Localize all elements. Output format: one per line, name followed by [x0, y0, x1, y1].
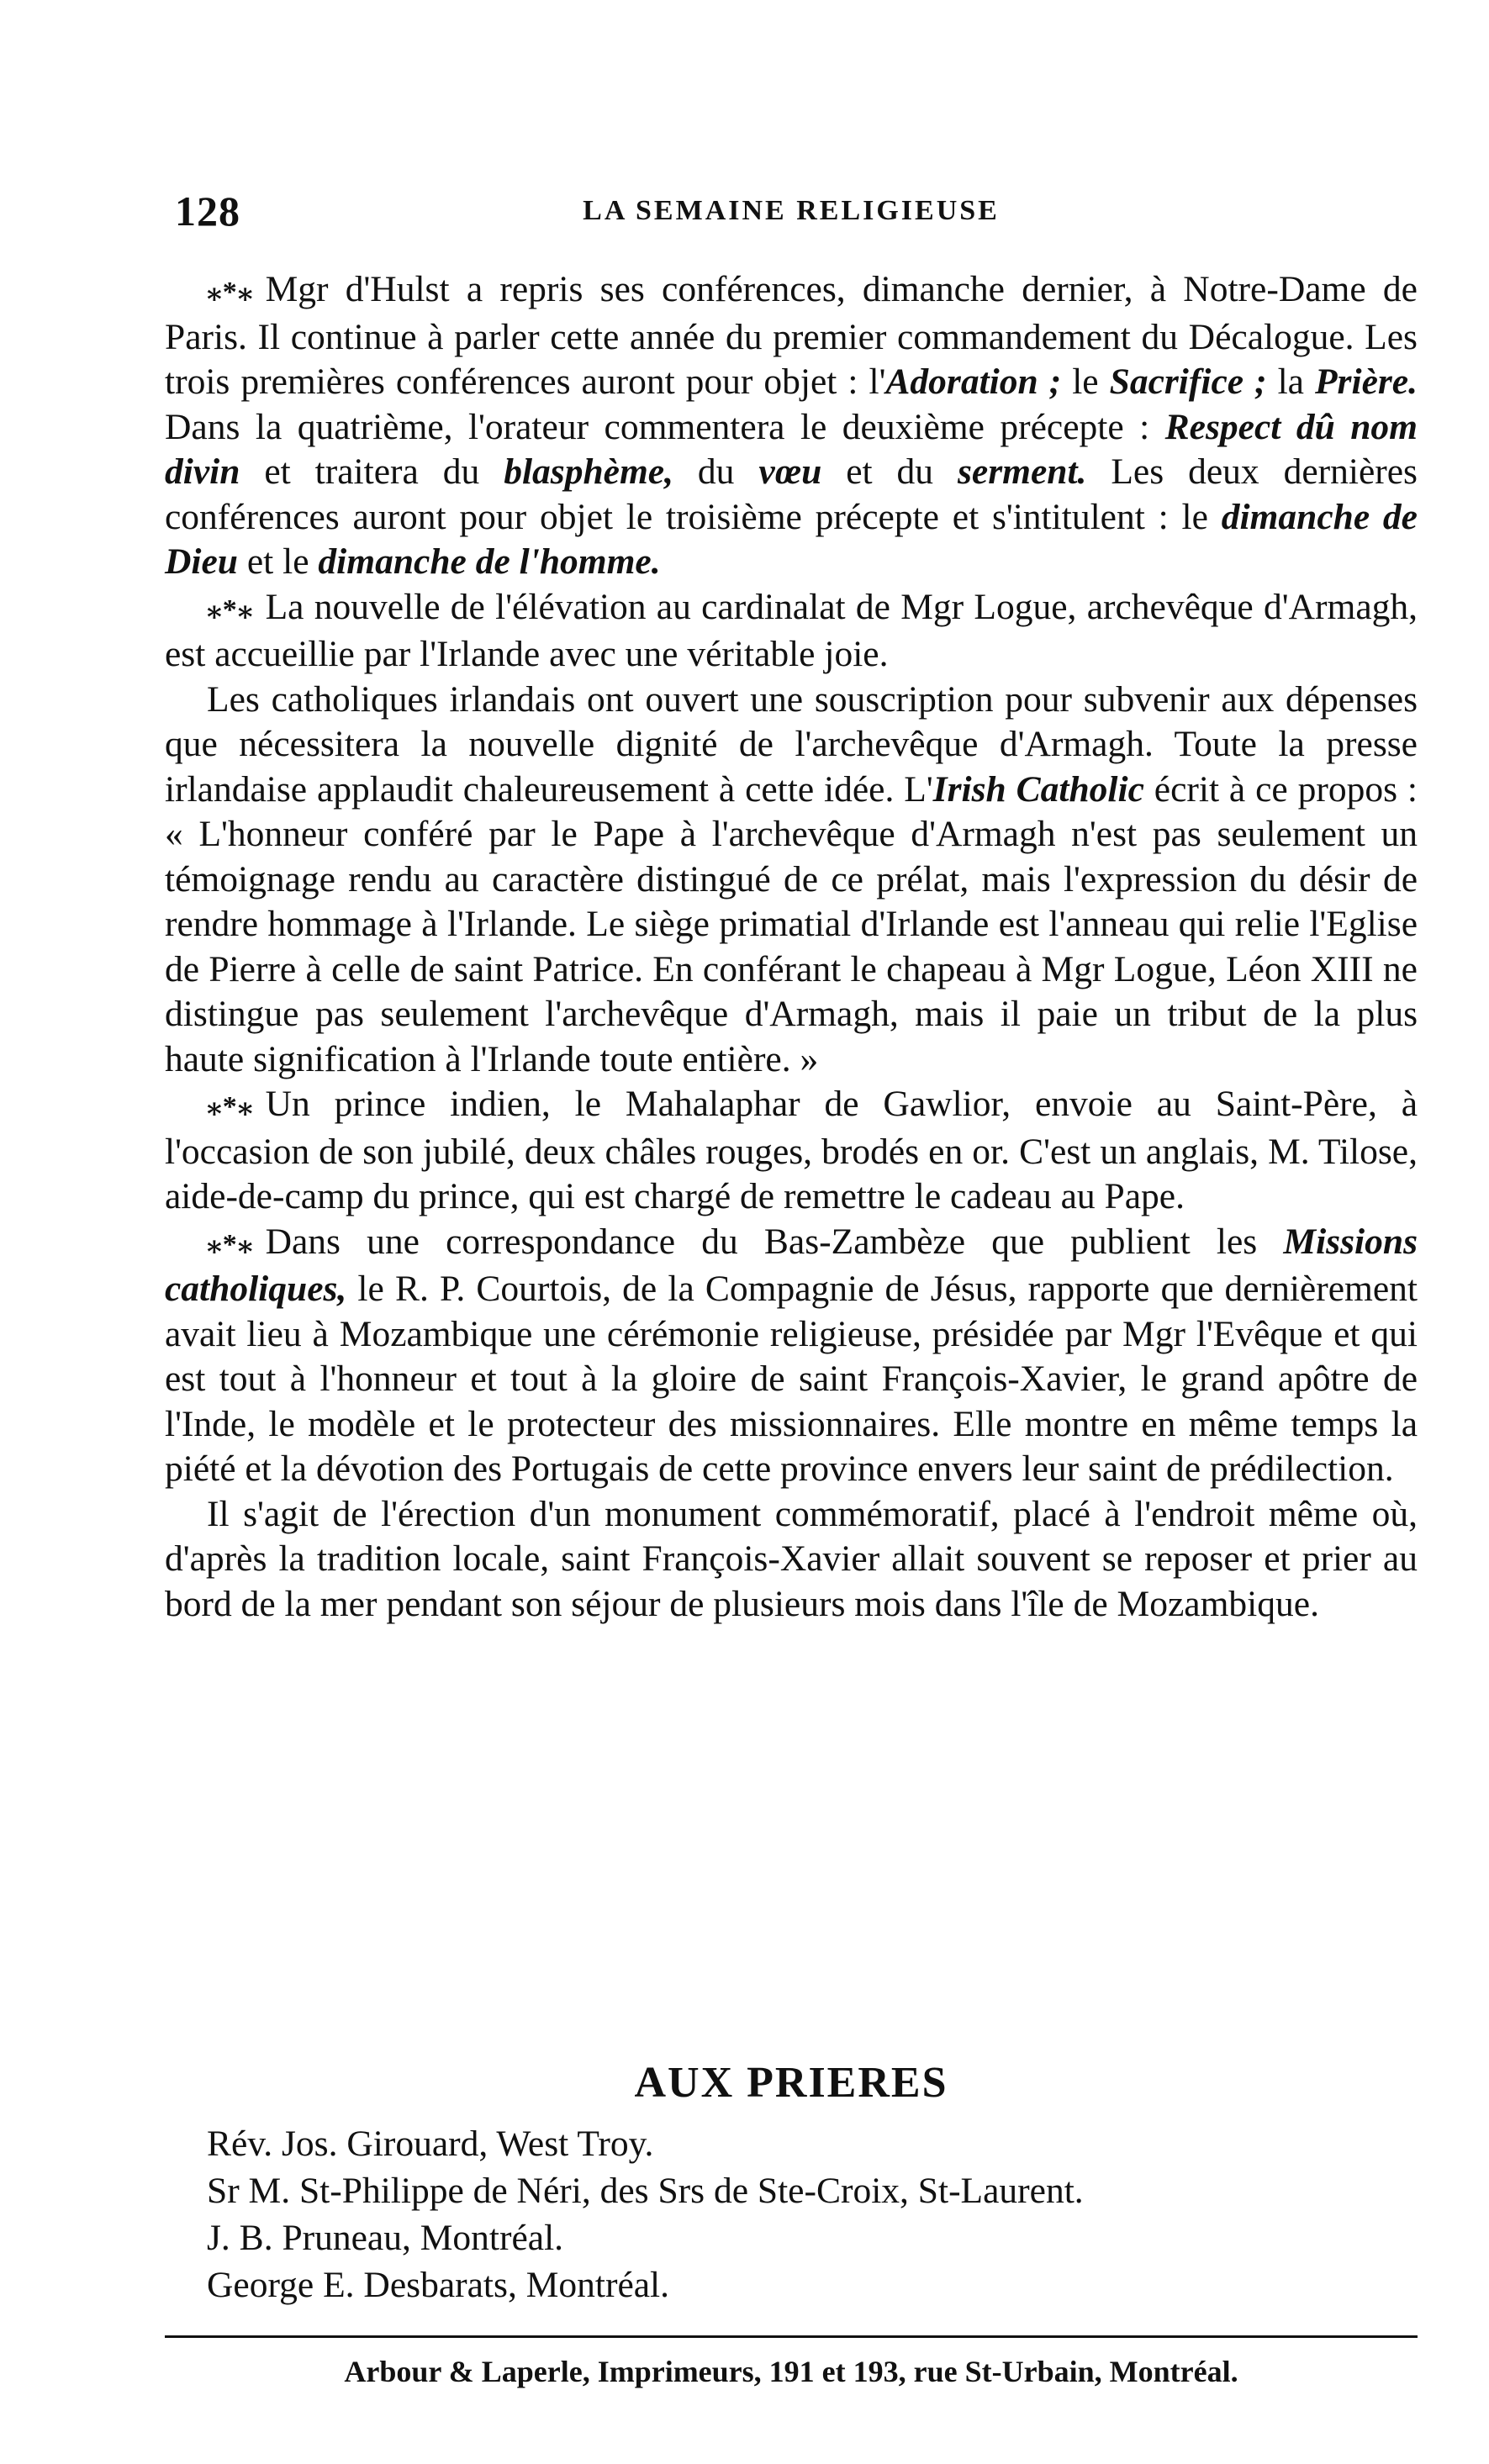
paragraph-text: Les catholiques irlandais ont ouvert une souscription pour subvenir aux dépenses que nécessitera la nouvelle dignité de l'archevêque d'Armagh. Toute la presse irlandaise applaudit chaleureusement à cette idée. L'Irish Catholic écrit à ce propos : « L'honneur conféré par le Pape à l'archevêque d'Armagh n'est pas seulement un témoignage rendu au caractère distingué de ce prélat, mais l'expression du désir de rendre hommage à l'Irlande. Le siège primatial d'Irlande est l'anneau qui relie l'Eglise de Pierre à celle de saint Patrice. En conférant le chapeau à Mgr Logue, Léon XIII ne distingue pas seulement l'archevêque d'Armagh, mais il paie un tribut de la plus haute signification à l'Irlande toute entière. »	[165, 678, 1418, 1079]
italic-term: serment.	[957, 451, 1087, 492]
paragraph-text: Mgr d'Hulst a repris ses conférences, dimanche dernier, à Notre-Dame de Paris. Il continue à parler cette année du premier commandement du Décalogue. Les trois premières conférences auront pour objet : l'Adoration ; le Sacrifice ; la Prière. Dans la quatrième, l'orateur commentera le deuxième précepte : Respect dû nom divin et traitera du blasphème, du vœu et du serment. Les deux dernières conférences auront pour objet le troisième précepte et s'intitulent : le dimanche de Dieu et le dimanche de l'homme.	[165, 269, 1418, 582]
paragraph-text: Il s'agit de l'érection d'un monument commémoratif, placé à l'endroit même où, d'après la tradition locale, saint François-Xavier allait souvent se reposer et prier au bord de la mer pendant son séjour de plusieurs mois dans l'île de Mozambique.	[165, 1493, 1418, 1624]
prayer-item: Sr M. St-Philippe de Néri, des Srs de Ste-Croix, St-Laurent.	[207, 2171, 1084, 2211]
prayer-list	[207, 2120, 1418, 2308]
news-item-souscription	[165, 678, 1418, 1083]
article-body	[165, 267, 1418, 1627]
asterism: ⁎*⁎	[207, 1091, 254, 1122]
running-head	[165, 187, 1418, 237]
italic-term: blasphème,	[504, 451, 673, 492]
asterism: ⁎*⁎	[207, 594, 254, 625]
italic-term: Irish Catholic	[932, 768, 1144, 810]
running-title: LA SEMAINE RELIGIEUSE	[583, 195, 1000, 226]
prayers-title: AUX PRIERES	[634, 2059, 948, 2107]
asterism: ⁎*⁎	[207, 277, 254, 308]
italic-term: Sacrifice ;	[1109, 361, 1267, 402]
paragraph-text: Dans une correspondance du Bas-Zambèze que publient les Missions catholiques, le R. P. Courtois, de la Compagnie de Jésus, rapporte que dernièrement avait lieu à Mozambique une cérémonie religieuse, présidée par Mgr l'Evêque et qui est tout à l'honneur et tout à la gloire de saint François-Xavier, le grand apôtre de l'Inde, le modèle et le protecteur des missionnaires. Elle montre en même temps la piété et la dévotion des Portugais de cette province envers leur saint de prédilection.	[165, 1221, 1418, 1489]
italic-term: Prière.	[1314, 361, 1418, 402]
prayer-item: George E. Desbarats, Montréal.	[207, 2265, 670, 2305]
page-number: 128	[175, 187, 240, 235]
paragraph-text: Un prince indien, le Mahalaphar de Gawlior, envoie au Saint-Père, à l'occasion de son jubilé, deux châles rouges, brodés en or. C'est un anglais, M. Tilose, aide-de-camp du prince, qui est chargé de remettre le cadeau au Pape.	[165, 1084, 1418, 1216]
italic-term: Missions catholiques,	[165, 1221, 1418, 1309]
italic-term: Adoration ;	[885, 361, 1062, 402]
italic-term: dimanche de Dieu	[165, 496, 1418, 582]
paragraph-text: La nouvelle de l'élévation au cardinalat de Mgr Logue, archevêque d'Armagh, est accueillie par l'Irlande avec une véritable joie.	[165, 586, 1418, 674]
news-item-hulst	[165, 267, 1418, 585]
prayer-item: J. B. Pruneau, Montréal.	[207, 2218, 564, 2258]
printer-imprint: Arbour & Laperle, Imprimeurs, 191 et 193, rue St-Urbain, Montréal.	[344, 2355, 1238, 2388]
italic-term: Respect dû nom divin	[165, 406, 1418, 492]
footer-rule	[165, 2335, 1418, 2338]
italic-term: dimanche de l'homme.	[318, 541, 661, 582]
news-item-logue	[165, 585, 1418, 678]
news-item-monument	[165, 1492, 1418, 1628]
asterism: ⁎*⁎	[207, 1228, 254, 1260]
news-item-zambeze	[165, 1220, 1418, 1492]
news-item-mahalaphar	[165, 1082, 1418, 1220]
italic-term: vœu	[758, 451, 822, 492]
prayer-item: Rév. Jos. Girouard, West Troy.	[207, 2124, 654, 2164]
